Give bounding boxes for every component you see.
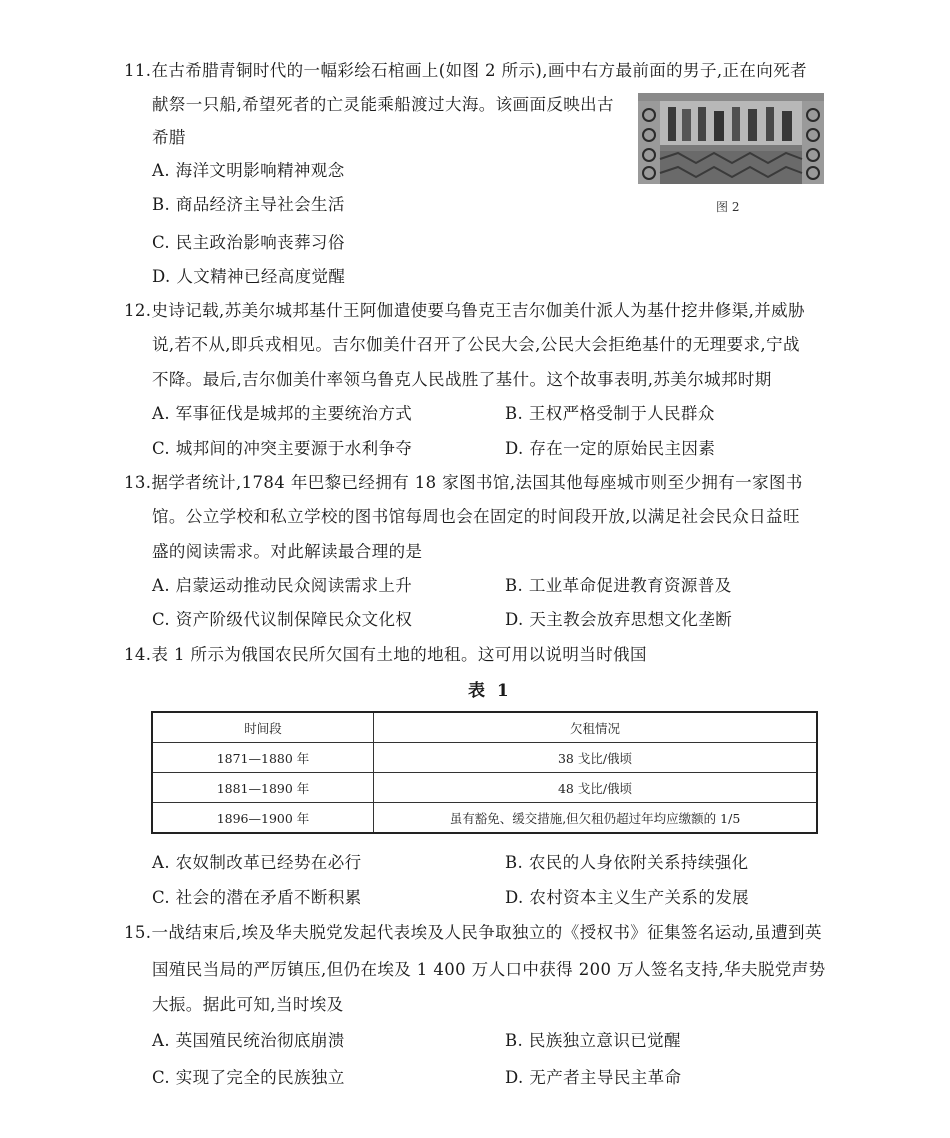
table-row — [152, 743, 817, 773]
q12-option-a[interactable]: A. 军事征伐是城邦的主要统治方式 — [152, 404, 413, 423]
q13-line-3: 盛的阅读需求。对此解读最合理的是 — [152, 542, 423, 561]
table-cell-period: 1871—1880 年 — [152, 743, 374, 773]
table-cell-arrears: 48 戈比/俄顷 — [374, 773, 818, 803]
q11-stem-1: 在古希腊青铜时代的一幅彩绘石棺画上(如图 2 所示),画中右方最前面的男子,正在向死者 — [151, 61, 808, 80]
q13-option-a[interactable]: A. 启蒙运动推动民众阅读需求上升 — [152, 576, 413, 595]
q12-number: 12. — [124, 301, 152, 320]
q15-line-3: 大振。据此可知,当时埃及 — [152, 995, 344, 1014]
q11-line-3: 希腊 — [152, 128, 186, 147]
q15-option-a[interactable]: A. 英国殖民统治彻底崩溃 — [152, 1031, 345, 1050]
q12-option-d[interactable]: D. 存在一定的原始民主因素 — [505, 439, 716, 458]
table-cell-period: 1896—1900 年 — [152, 803, 374, 834]
table-row — [152, 803, 817, 834]
table-cell-period: 1881—1890 年 — [152, 773, 374, 803]
q13-option-c[interactable]: C. 资产阶级代议制保障民众文化权 — [152, 610, 413, 629]
q15-stem-1: 一战结束后,埃及华夫脱党发起代表埃及人民争取独立的《授权书》征集签名运动,虽遭到英 — [151, 923, 822, 942]
q11-line-1 — [124, 57, 807, 81]
q11-option-d[interactable]: D. 人文精神已经高度觉醒 — [152, 267, 346, 286]
q13-option-d[interactable]: D. 天主教会放弃思想文化垄断 — [505, 610, 733, 629]
table-header-arrears: 欠租情况 — [374, 712, 818, 743]
q11-option-a[interactable]: A. 海洋文明影响精神观念 — [152, 161, 345, 180]
q13-line-1 — [124, 469, 803, 493]
q15-option-c[interactable]: C. 实现了完全的民族独立 — [152, 1068, 345, 1087]
figure-2-caption: 图 2 — [716, 200, 740, 214]
q14-number: 14. — [124, 645, 152, 664]
q14-option-d[interactable]: D. 农村资本主义生产关系的发展 — [505, 888, 750, 907]
q12-option-c[interactable]: C. 城邦间的冲突主要源于水利争夺 — [152, 439, 413, 458]
q12-line-3: 不降。最后,吉尔伽美什率领乌鲁克人民战胜了基什。这个故事表明,苏美尔城邦时期 — [152, 370, 772, 389]
q11-line-2: 献祭一只船,希望死者的亡灵能乘船渡过大海。该画面反映出古 — [152, 95, 614, 114]
q15-line-1 — [124, 919, 822, 943]
q15-line-2: 国殖民当局的严厉镇压,但仍在埃及 1 400 万人口中获得 200 万人签名支持,华夫脱党声势 — [152, 960, 826, 979]
rent-arrears-table — [151, 711, 818, 834]
q11-number: 11. — [124, 61, 152, 80]
q12-line-2: 说,若不从,即兵戎相见。吉尔伽美什召开了公民大会,公民大会拒绝基什的无理要求,宁战 — [152, 335, 800, 354]
q12-line-1 — [124, 297, 805, 321]
sarcophagus-painting-image — [638, 93, 824, 184]
q12-stem-1: 史诗记载,苏美尔城邦基什王阿伽遣使要乌鲁克王吉尔伽美什派人为基什挖井修渠,并威胁 — [151, 301, 805, 320]
q14-option-c[interactable]: C. 社会的潜在矛盾不断积累 — [152, 888, 362, 907]
q13-number: 13. — [124, 473, 152, 492]
q15-option-b[interactable]: B. 民族独立意识已觉醒 — [505, 1031, 681, 1050]
q11-option-b[interactable]: B. 商品经济主导社会生活 — [152, 195, 345, 214]
q13-line-2: 馆。公立学校和私立学校的图书馆每周也会在固定的时间段开放,以满足社会民众日益旺 — [152, 507, 800, 526]
q11-option-c[interactable]: C. 民主政治影响丧葬习俗 — [152, 233, 345, 252]
q14-option-b[interactable]: B. 农民的人身依附关系持续强化 — [505, 853, 749, 872]
table-header-row — [152, 712, 817, 743]
table-row — [152, 773, 817, 803]
table-header-period: 时间段 — [152, 712, 374, 743]
q15-number: 15. — [124, 923, 152, 942]
q12-option-b[interactable]: B. 王权严格受制于人民群众 — [505, 404, 715, 423]
q14-line-1 — [124, 641, 647, 665]
table-cell-arrears: 虽有豁免、缓交措施,但欠租仍超过年均应缴额的 1/5 — [374, 803, 818, 834]
q14-stem-1: 表 1 所示为俄国农民所欠国有土地的地租。这可用以说明当时俄国 — [151, 645, 647, 664]
q14-option-a[interactable]: A. 农奴制改革已经势在必行 — [152, 853, 362, 872]
q13-stem-1: 据学者统计,1784 年巴黎已经拥有 18 家图书馆,法国其他每座城市则至少拥有一家图书 — [151, 473, 803, 492]
q13-option-b[interactable]: B. 工业革命促进教育资源普及 — [505, 576, 732, 595]
table-cell-arrears: 38 戈比/俄顷 — [374, 743, 818, 773]
table-1-caption: 表 1 — [468, 681, 512, 701]
q15-option-d[interactable]: D. 无产者主导民主革命 — [505, 1068, 682, 1087]
